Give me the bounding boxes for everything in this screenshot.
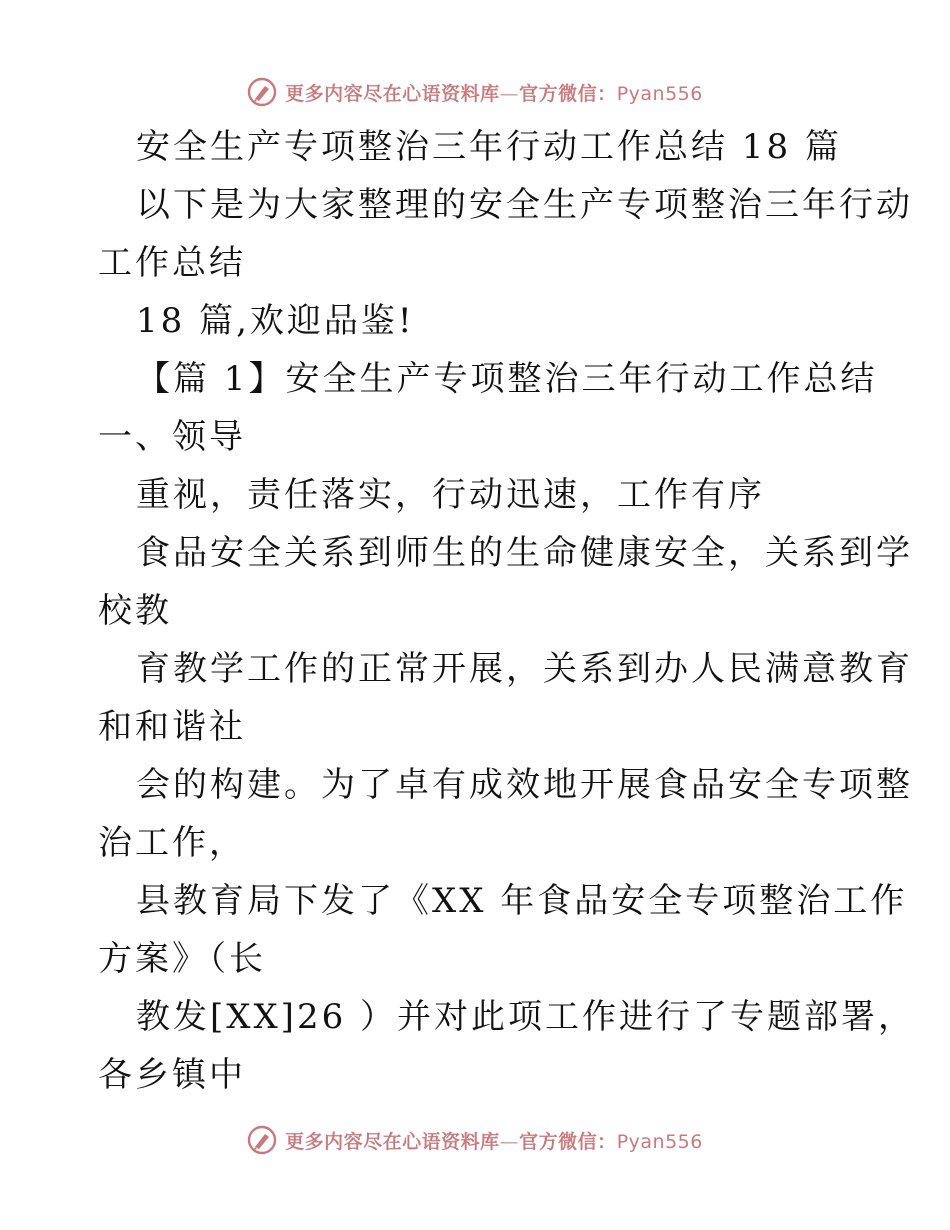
doc-line: 食品安全关系到师生的生命健康安全，关系到学 <box>136 533 913 573</box>
doc-line: 会的构建。为了卓有成效地开展食品安全专项整 <box>136 765 913 805</box>
document-body <box>98 118 916 1104</box>
doc-title: 安全生产专项整治三年行动工作总结 18 篇 <box>136 127 842 167</box>
doc-line: 和和谐社 <box>98 707 246 747</box>
doc-line: 县教育局下发了《XX 年食品安全专项整治工作 <box>136 881 908 921</box>
doc-line: 教发[XX]26 ）并对此项工作进行了专题部署， <box>136 997 916 1037</box>
doc-line: 方案》（长 <box>98 939 266 979</box>
doc-line: 育教学工作的正常开展，关系到办人民满意教育 <box>136 649 913 689</box>
doc-line: 以下是为大家整理的安全生产专项整治三年行动 <box>136 185 913 225</box>
footer-watermark <box>0 1120 950 1160</box>
watermark-text: 更多内容尽在心语资料库—官方微信：Pyan556 <box>285 1130 703 1153</box>
watermark-text: 更多内容尽在心语资料库—官方微信：Pyan556 <box>285 82 703 105</box>
header-watermark <box>0 72 950 112</box>
doc-line: 18 篇,欢迎品鉴! <box>136 301 415 341</box>
doc-line: 校教 <box>98 591 172 631</box>
doc-line: 重视，责任落实，行动迅速，工作有序 <box>136 475 765 515</box>
pen-circle-logo-icon <box>247 1125 277 1155</box>
doc-line: 一、领导 <box>98 417 246 457</box>
doc-line: 各乡镇中 <box>98 1055 246 1095</box>
doc-line: 工作总结 <box>98 243 246 283</box>
doc-line: 治工作， <box>98 823 246 863</box>
pen-circle-logo-icon <box>247 77 277 107</box>
section-heading: 【篇 1】安全生产专项整治三年行动工作总结 <box>136 359 878 399</box>
